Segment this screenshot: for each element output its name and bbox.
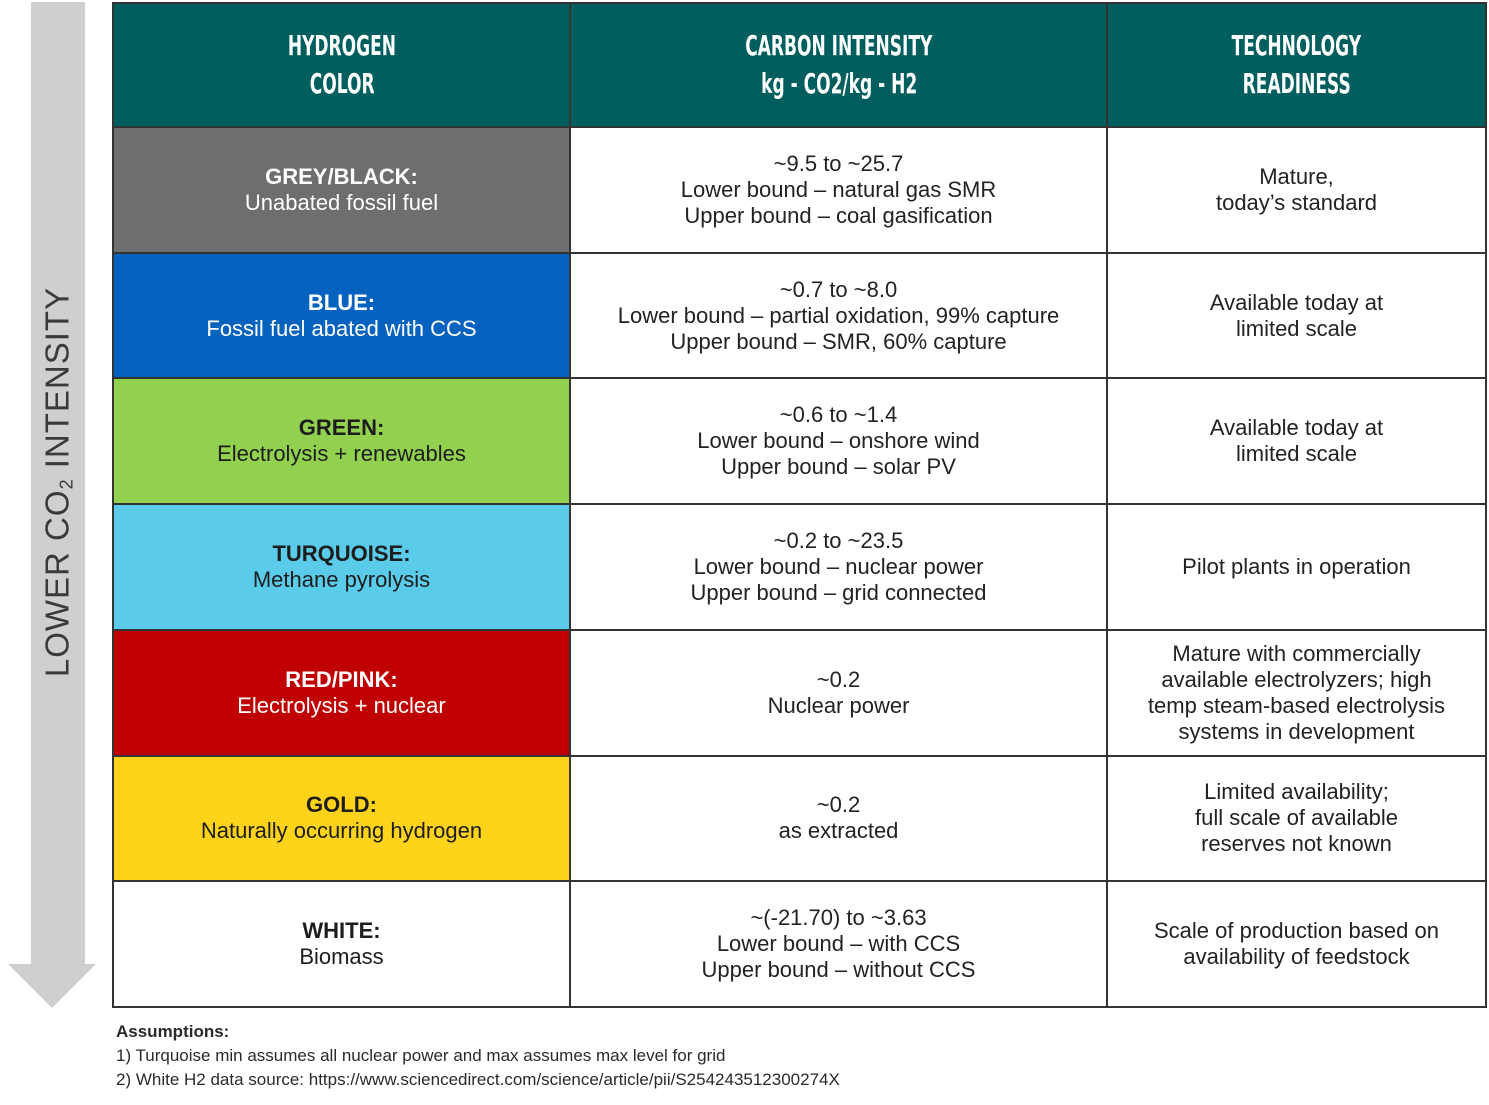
technology-readiness-cell	[1107, 630, 1486, 756]
technology-readiness-cell	[1107, 127, 1486, 253]
arrow-down-icon	[8, 964, 96, 1008]
carbon-intensity-cell	[570, 127, 1107, 253]
intensity-line: Upper bound – grid connected	[690, 579, 987, 605]
notes-title: Assumptions:	[116, 1022, 230, 1041]
readiness-line: full scale of available	[1194, 805, 1398, 831]
technology-readiness-cell	[1107, 378, 1486, 504]
readiness-line: Mature,	[1259, 163, 1334, 189]
readiness-line: temp steam-based electrolysis	[1147, 692, 1446, 718]
intensity-line: ~9.5 to ~25.7	[773, 150, 904, 176]
hydrogen-color-cell	[113, 127, 570, 253]
technology-readiness-cell	[1107, 253, 1486, 379]
color-name: WHITE:	[302, 918, 381, 944]
readiness-line: limited scale	[1235, 441, 1358, 467]
intensity-line: Upper bound – coal gasification	[684, 202, 993, 228]
header-carbon-intensity: CARBON INTENSITY kg - CO2/kg - H2	[570, 3, 1107, 127]
table-row	[113, 756, 1486, 882]
intensity-line: as extracted	[778, 818, 899, 844]
readiness-line: availability of feedstock	[1183, 944, 1410, 970]
color-name: RED/PINK:	[285, 666, 398, 692]
arrow-label: LOWER $CO_2$ INTENSITY	[38, 286, 77, 678]
table-row	[113, 881, 1486, 1007]
color-description: Methane pyrolysis	[252, 566, 431, 592]
readiness-line: Pilot plants in operation	[1182, 553, 1411, 579]
readiness-line: Scale of production based on	[1154, 918, 1439, 944]
hydrogen-color-cell	[113, 378, 570, 504]
intensity-line: Lower bound – nuclear power	[693, 553, 984, 579]
carbon-intensity-cell	[570, 253, 1107, 379]
technology-readiness-cell	[1107, 756, 1486, 882]
hydrogen-color-cell	[113, 756, 570, 882]
technology-readiness-cell	[1107, 881, 1486, 1007]
table-body	[113, 127, 1486, 1007]
table-row	[113, 630, 1486, 756]
intensity-line: Upper bound – without CCS	[701, 957, 976, 983]
carbon-intensity-cell	[570, 756, 1107, 882]
hydrogen-color-cell	[113, 630, 570, 756]
intensity-line: Lower bound – partial oxidation, 99% capture	[617, 302, 1060, 328]
color-description: Biomass	[299, 944, 384, 970]
readiness-line: systems in development	[1178, 718, 1415, 744]
readiness-line: Limited availability;	[1204, 779, 1389, 805]
intensity-line: ~(-21.70) to ~3.63	[750, 905, 927, 931]
color-description: Naturally occurring hydrogen	[200, 818, 483, 844]
color-description: Electrolysis + nuclear	[237, 692, 446, 718]
readiness-line: Mature with commercially	[1172, 640, 1421, 666]
table-row	[113, 127, 1486, 253]
carbon-intensity-cell	[570, 378, 1107, 504]
intensity-line: Nuclear power	[767, 692, 910, 718]
header-hydrogen-color: HYDROGEN COLOR	[113, 3, 570, 127]
readiness-line: today’s standard	[1215, 189, 1378, 215]
color-name: TURQUOISE:	[272, 540, 411, 566]
note-item: 1) Turquoise min assumes all nuclear power and max assumes max level for grid	[116, 1046, 726, 1065]
color-description: Fossil fuel abated with CCS	[206, 315, 477, 341]
color-description: Unabated fossil fuel	[244, 189, 439, 215]
intensity-line: ~0.6 to ~1.4	[779, 402, 898, 428]
assumptions-notes	[116, 1020, 840, 1092]
intensity-line: ~0.2	[816, 792, 861, 818]
table-row	[113, 253, 1486, 379]
table-row	[113, 378, 1486, 504]
color-name: GOLD:	[306, 792, 377, 818]
carbon-intensity-cell	[570, 630, 1107, 756]
readiness-line: Available today at	[1209, 289, 1384, 315]
intensity-line: ~0.7 to ~8.0	[779, 276, 898, 302]
intensity-line: ~0.2 to ~23.5	[773, 527, 904, 553]
intensity-line: Lower bound – natural gas SMR	[680, 176, 997, 202]
readiness-line: available electrolyzers; high	[1161, 666, 1432, 692]
color-name: GREEN:	[298, 415, 385, 441]
hydrogen-color-table	[112, 2, 1487, 1008]
intensity-line: Lower bound – with CCS	[716, 931, 961, 957]
color-name: BLUE:	[307, 289, 376, 315]
intensity-line: Lower bound – onshore wind	[697, 428, 980, 454]
intensity-line: Upper bound – SMR, 60% capture	[670, 328, 1007, 354]
readiness-line: Available today at	[1209, 415, 1384, 441]
hydrogen-color-cell	[113, 504, 570, 630]
intensity-line: Upper bound – solar PV	[721, 454, 956, 480]
hydrogen-color-cell	[113, 253, 570, 379]
carbon-intensity-cell	[570, 504, 1107, 630]
intensity-line: ~0.2	[816, 666, 861, 692]
technology-readiness-cell	[1107, 504, 1486, 630]
color-name: GREY/BLACK:	[265, 163, 418, 189]
color-description: Electrolysis + renewables	[217, 441, 466, 467]
table-header-row	[113, 3, 1486, 127]
readiness-line: reserves not known	[1201, 831, 1392, 857]
table-row	[113, 504, 1486, 630]
header-technology-readiness: TECHNOLOGY READINESS	[1107, 3, 1486, 127]
intensity-arrow	[8, 2, 96, 1008]
carbon-intensity-cell	[570, 881, 1107, 1007]
note-item: 2) White H2 data source: https://www.sciencedirect.com/science/article/pii/S254243512300274X	[116, 1070, 840, 1089]
hydrogen-color-cell	[113, 881, 570, 1007]
readiness-line: limited scale	[1235, 315, 1358, 341]
